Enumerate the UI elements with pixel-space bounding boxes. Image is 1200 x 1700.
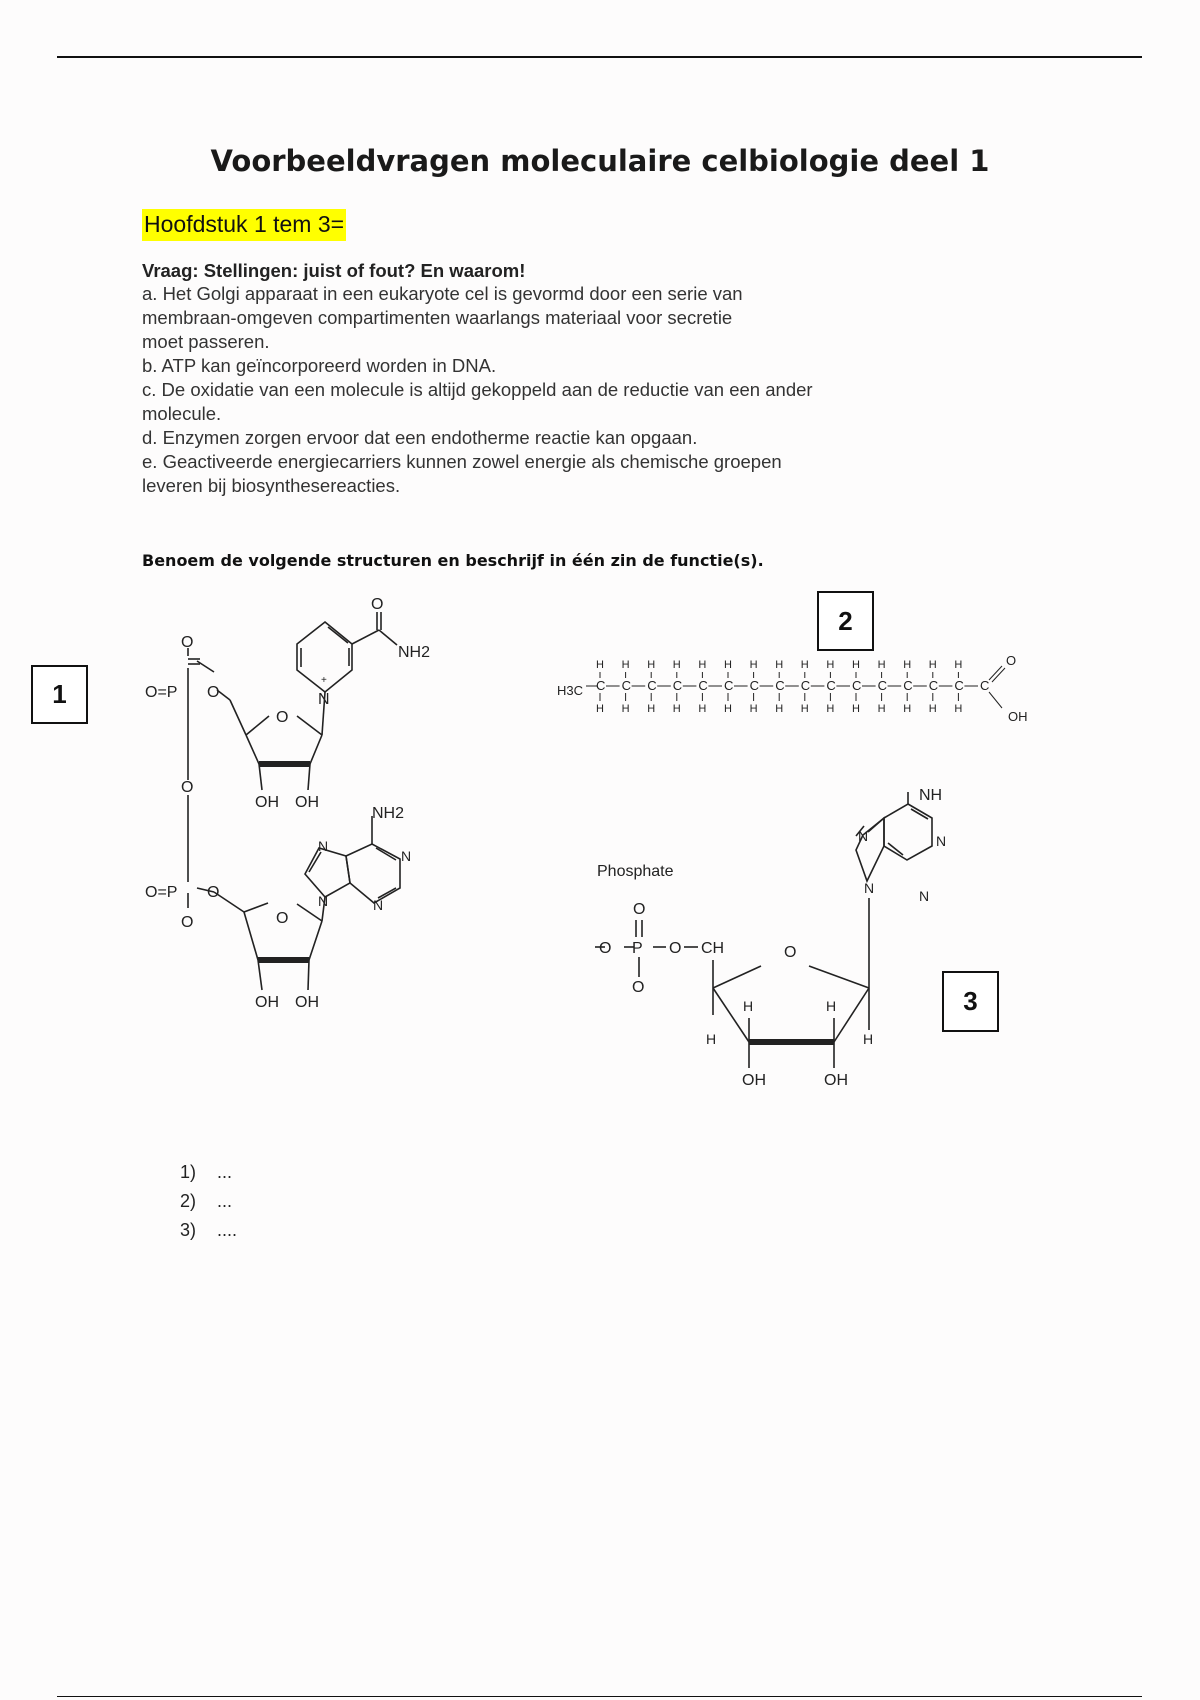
- statement-line: moet passeren.: [142, 331, 270, 352]
- fig2-hydrogen: H: [800, 703, 809, 715]
- statement-line: b. ATP kan geïncorporeerd worden in DNA.: [142, 355, 497, 376]
- fig2-hydrogen: H: [724, 703, 732, 715]
- statement-line: leveren bij biosynthesereacties.: [142, 475, 401, 496]
- fig2-carbon: C: [826, 678, 836, 693]
- fig2-hydrogen: H: [800, 659, 809, 671]
- fig1-ring-o-1: O: [276, 709, 289, 726]
- fig1-plus-sign: +: [321, 675, 327, 686]
- fig2-hydrogen: H: [775, 703, 784, 715]
- statement-line: membraan-omgeven compartimenten waarlangs materiaal voor secretie: [142, 307, 733, 328]
- fig2-carbon: C: [980, 678, 990, 693]
- fig2-oh: OH: [1008, 709, 1028, 724]
- fig1-n1: N: [401, 848, 412, 864]
- fig2-carbon: C: [647, 678, 657, 693]
- fig2-hydrogen: H: [749, 659, 758, 671]
- fig1-nh2-adenine: NH2: [372, 805, 405, 822]
- fig1-o-link-1: O: [207, 684, 220, 701]
- structure-label-2: 2: [817, 591, 874, 651]
- fig2-hydrogen: H: [928, 659, 937, 671]
- fig2-hydrogen: H: [852, 703, 860, 715]
- fig3-phosphate-label: Phosphate: [597, 863, 674, 880]
- fig1-o-bridge: O: [181, 779, 194, 796]
- fig2-hydrogen: H: [647, 659, 656, 671]
- figure-1-nad-structure: [140, 592, 440, 1022]
- statement-line: a. Het Golgi apparaat in een eukaryote cel is gevormd door een serie van: [142, 283, 743, 304]
- figure-2-fatty-acid-structure: [555, 650, 1035, 730]
- fig2-hydrogen: H: [903, 659, 912, 671]
- answer-text: ...: [217, 1191, 233, 1211]
- fig3-o-ester: O: [669, 940, 682, 957]
- fig2-hydrogen: H: [928, 703, 937, 715]
- fig2-carbon: C: [852, 678, 862, 693]
- fig2-hydrogen: H: [954, 703, 963, 715]
- fig2-hydrogen: H: [903, 703, 912, 715]
- fig2-hydrogen: H: [647, 703, 656, 715]
- statement-line: d. Enzymen zorgen ervoor dat een endotherme reactie kan opgaan.: [142, 427, 698, 448]
- fig1-oh-1b: OH: [295, 794, 319, 811]
- instruction-text: Benoem de volgende structuren en beschrijf in één zin de functie(s).: [142, 551, 764, 570]
- fig2-carbon: C: [672, 678, 683, 693]
- fig1-n7: N: [318, 838, 329, 854]
- fig2-hydrogen: H: [724, 659, 732, 671]
- fig3-n3: N: [919, 888, 930, 904]
- fig1-oh-2a: OH: [255, 994, 279, 1011]
- fig2-carbon: C: [954, 678, 964, 693]
- page-title: Voorbeeldvragen moleculaire celbiologie deel 1: [210, 144, 990, 178]
- fig2-hydrogen: H: [954, 659, 963, 671]
- fig1-o-link-2: O: [207, 884, 220, 901]
- fig2-carbon: C: [903, 678, 913, 693]
- answer-item: [180, 1187, 237, 1216]
- fig2-hydrogen: H: [775, 659, 784, 671]
- answer-number: 1): [180, 1162, 197, 1182]
- fig2-carbon: C: [800, 678, 811, 693]
- structure-label-1: 1: [31, 665, 88, 724]
- fig3-h-b: H: [826, 998, 837, 1014]
- fig3-h-c: H: [706, 1031, 717, 1047]
- answer-item: [180, 1158, 237, 1187]
- structure-label-3: 3: [942, 971, 999, 1032]
- fig2-hydrogen: H: [596, 703, 604, 715]
- fig3-ring-o: O: [784, 944, 797, 961]
- fig1-n-plus: N: [318, 691, 330, 708]
- fig2-o-double: O: [1006, 653, 1017, 668]
- fig2-hydrogen: H: [621, 703, 630, 715]
- fig2-hydrogen: H: [596, 659, 604, 671]
- fig2-carbon: C: [928, 678, 939, 693]
- fig2-carbon: C: [775, 678, 785, 693]
- fig2-hydrogen: H: [877, 703, 886, 715]
- fig2-carbon: C: [621, 678, 631, 693]
- answer-list: [180, 1158, 237, 1245]
- fig1-oh-2b: OH: [295, 994, 319, 1011]
- fig3-ch2: CH: [701, 940, 725, 957]
- fig3-h-a: H: [743, 998, 754, 1014]
- fig1-o-top: O: [371, 596, 384, 613]
- fig3-oh-b: OH: [824, 1072, 848, 1089]
- fig1-opo-1: O=P: [145, 684, 178, 701]
- fig1-ring-o-2: O: [276, 910, 289, 927]
- fig2-h3c: H3C: [557, 683, 584, 698]
- fig2-hydrogen: H: [826, 659, 835, 671]
- fig2-hydrogen: H: [698, 659, 707, 671]
- fig1-opo-2: O=P: [145, 884, 178, 901]
- fig2-carbon: C: [698, 678, 708, 693]
- question-title: Vraag: Stellingen: juist of fout? En waarom!: [142, 260, 526, 281]
- fig2-hydrogen: H: [749, 703, 758, 715]
- fig1-nh2-amide: NH2: [398, 644, 431, 661]
- fig2-carbon: C: [596, 678, 606, 693]
- fig3-nh2: NH: [919, 787, 943, 804]
- fig2-carbon: C: [877, 678, 887, 693]
- fig2-bond: [989, 692, 1002, 708]
- fig3-o-top: O: [633, 901, 646, 918]
- statement-line: molecule.: [142, 403, 222, 424]
- question-block: [142, 260, 942, 498]
- fig3-n1: N: [936, 833, 947, 849]
- answer-number: 3): [180, 1220, 197, 1240]
- fig3-p: P: [632, 940, 643, 957]
- fig2-hydrogen: H: [877, 659, 886, 671]
- fig1-n3: N: [373, 897, 384, 913]
- answer-text: ...: [217, 1162, 233, 1182]
- chapter-highlight: Hoofdstuk 1 tem 3=: [142, 209, 346, 241]
- fig3-o-minus-bottom: O: [632, 979, 645, 996]
- figure-3-amp-structure: [585, 780, 1005, 1090]
- fig2-hydrogen: H: [698, 703, 707, 715]
- fig2-hydrogen: H: [852, 659, 860, 671]
- fig3-oh-a: OH: [742, 1072, 766, 1089]
- fig2-carbon: C: [724, 678, 734, 693]
- fig2-hydrogen: H: [672, 659, 681, 671]
- statement-line: e. Geactiveerde energiecarriers kunnen zowel energie als chemische groepen: [142, 451, 782, 472]
- fig3-n7: N: [858, 828, 869, 844]
- fig2-hydrogen: H: [826, 703, 835, 715]
- fig1-o-minus-2: O: [181, 914, 194, 931]
- statement-line: c. De oxidatie van een molecule is altijd gekoppeld aan de reductie van een ander: [142, 379, 813, 400]
- fig2-hydrogen: H: [672, 703, 681, 715]
- answer-text: ....: [217, 1220, 238, 1240]
- top-rule: [57, 56, 1142, 58]
- fig3-h-d: H: [863, 1031, 874, 1047]
- bottom-rule: [57, 1696, 1142, 1697]
- answer-number: 2): [180, 1191, 197, 1211]
- fig2-hydrogen: H: [621, 659, 630, 671]
- fig1-o-minus-1: O: [181, 634, 194, 651]
- fig2-carbon: C: [749, 678, 759, 693]
- fig1-oh-1a: OH: [255, 794, 279, 811]
- fig3-o-minus-left: O: [599, 940, 612, 957]
- answer-item: [180, 1216, 237, 1245]
- fig3-n9: N: [864, 880, 875, 896]
- fig1-n9: N: [318, 893, 329, 909]
